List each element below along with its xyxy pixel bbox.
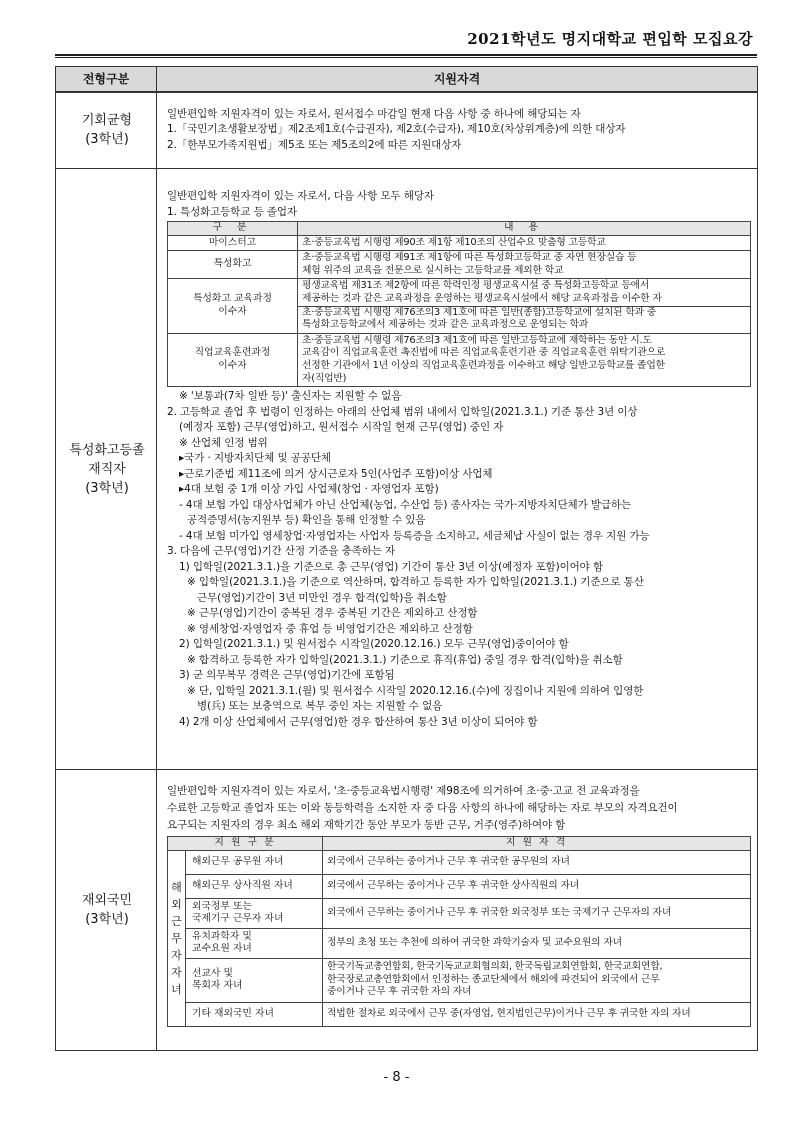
detail-line: ※ 근무(영업)기간이 중복된 경우 중복된 기간은 제외하고 산정함 <box>187 607 478 620</box>
document-title: 2021학년도 명지대학교 편입학 모집요강 <box>467 30 753 48</box>
table-row <box>168 235 751 251</box>
text-line: 1.「국민기초생활보장법」제2조제1호(수급권자), 제2호(수급자), 제10호(차상위계층)에 의한 대상자 <box>167 123 626 135</box>
table-row <box>168 928 751 958</box>
row-opportunity-balance <box>56 92 758 169</box>
detail-line: ※ 합격하고 등록한 자가 입학일(2021.3.1.) 기준으로 휴직(휴업) 중일 경우 합격(입학)을 취소함 <box>187 653 623 666</box>
detail-line: 병(兵) 또는 보충역으로 복무 중인 자는 지원할 수 없음 <box>197 700 443 713</box>
type-cell <box>56 169 157 770</box>
category-label: 목회자 자녀 <box>192 980 243 992</box>
sub-content <box>298 251 751 279</box>
sub-header-content: 내 용 <box>298 222 751 236</box>
content-line: 정부의 초청 또는 추천에 의하여 귀국한 과학기술자 및 교수요원의 자녀 <box>327 936 622 948</box>
sub-content <box>298 279 751 333</box>
type-grade: (3학년) <box>85 912 129 927</box>
sub-header-category: 구 분 <box>168 222 298 236</box>
table-row <box>168 898 751 928</box>
detail-line: (예정자 포함) 근무(영업)하고, 원서접수 시작일 현재 근무(영업) 중인 자 <box>179 421 504 434</box>
vocational-school-table <box>167 221 751 387</box>
sub-category <box>186 898 323 928</box>
table-row <box>168 1002 751 1026</box>
content-line: 자(직업반) <box>302 372 347 384</box>
text-line: 요구되는 지원자의 경우 최소 해외 재학기간 동안 부모가 동반 근무, 거주(영주)하여야 함 <box>167 819 566 831</box>
text-line: 1. 특성화고등학교 등 졸업자 <box>167 205 298 218</box>
content-line: 평생교육법 제31조 제2항에 따른 학력인정 평생교육시설 중 특성화고등학교 등에서 <box>302 280 650 292</box>
table-row <box>168 850 751 874</box>
sub-content <box>323 928 751 958</box>
table-row <box>168 279 751 333</box>
detail-line: 3) 군 의무복무 경력은 근무(영업)기간에 포함됨 <box>179 669 395 682</box>
sub-content <box>323 958 751 1002</box>
admission-qualification-table <box>55 66 758 1051</box>
sub-category <box>186 1002 323 1026</box>
type-name-2: 재직자 <box>88 461 126 477</box>
row-overseas-korean <box>56 770 758 1051</box>
content-line: 중이거나 근무 후 귀국한 자의 자녀 <box>327 986 472 998</box>
detail-line: 3. 다음에 근무(영업)기간 산정 기준을 충족하는 자 <box>167 545 396 558</box>
page-number: - 8 - <box>383 1070 410 1085</box>
category-label: 교수요원 자녀 <box>192 943 252 955</box>
category-label: 마이스터고 <box>208 236 257 248</box>
header-qualification: 지원자격 <box>157 67 758 92</box>
sub-category <box>168 333 298 386</box>
content-line: 특성화고등학교에서 제공하는 것과 같은 교육과정으로 운영되는 학과 <box>302 319 589 331</box>
sub-content <box>298 235 751 251</box>
overseas-qualification-table <box>167 836 751 1027</box>
content-line: 초·중등교육법 시행령 제76조의3 제1호에 따른 일반고등학교에 재학하는 동안 시.도 <box>302 334 652 346</box>
text-line: 2.「한부모가족지원법」제5조 또는 제5조의2에 따른 지원대상자 <box>167 138 462 151</box>
sub-content <box>323 874 751 898</box>
detail-line: 4) 2개 이상 산업체에서 근무(영업)한 경우 합산하여 통산 3년 이상이 되어야 함 <box>179 715 538 728</box>
table-header-row <box>56 67 758 92</box>
content-line: 외국에서 근무하는 중이거나 근무 후 귀국한 공무원의 자녀 <box>327 855 570 867</box>
text-line: 일반편입학 지원자격이 있는 자로서, 다음 사항 모두 해당자 <box>167 190 434 202</box>
sub-header-row <box>168 837 751 851</box>
text-line: 일반편입학 지원자격이 있는 자로서, '초·중등교육법시행령' 제98조에 의거하여 초·중·고교 전 교육과정을 <box>167 785 640 797</box>
detail-line: ▸국가 · 지방자치단체 및 공공단체 <box>179 452 331 465</box>
content-line: 초·중등교육법 시행령 제91조 제1항에 따른 특성화고등학교 중 자연 현장실습 등 <box>302 252 637 264</box>
sub-header-category: 지 원 구 분 <box>168 837 323 851</box>
content-line: 적법한 절차로 외국에서 근무 중(자영업, 현지법인근무)이거나 근무 후 귀국한 자의 자녀 <box>327 1007 691 1019</box>
table-row <box>168 958 751 1002</box>
type-cell <box>56 770 157 1051</box>
title-rule-thin <box>55 57 757 58</box>
qualification-cell <box>157 169 758 770</box>
sub-content <box>323 850 751 874</box>
type-name: 기회균형 <box>81 113 133 129</box>
category-label: 특성화고 교육과정 <box>193 293 272 305</box>
content-line: 외국에서 근무하는 중이거나 근무 후 귀국한 상사직원의 자녀 <box>327 879 580 891</box>
text-line: 일반편입학 지원자격이 있는 자로서, 원서접수 마감일 현재 다음 사항 중 하나에 해당되는 자 <box>167 107 581 120</box>
content-line: 한국기독교총연합회, 한국기독교교회협의회, 한국독립교회연합회, 한국교회연합, <box>327 961 663 973</box>
sub-content <box>323 1002 751 1026</box>
table-row <box>168 874 751 898</box>
category-label: 선교사 및 <box>192 967 233 979</box>
header-type: 전형구분 <box>56 67 157 92</box>
row-vocational-employee <box>56 169 758 770</box>
detail-line: ※ 입학일(2021.3.1.)을 기준으로 역산하며, 합격하고 등록한 자가 입학일(2021.3.1.) 기준으로 통산 <box>187 576 644 589</box>
category-label: 국제기구 근무자 자녀 <box>192 913 284 925</box>
content-line: 교육감이 직업교육훈련 촉진법에 따른 직업교육훈련기관 중 직업교육훈련 위탁기관으로 <box>302 347 666 359</box>
text-line: 수료한 고등학교 졸업자 또는 이와 동등학력을 소지한 자 중 다음 사항의 하나에 해당하는 자로 부모의 자격요건이 <box>167 802 678 814</box>
type-name: 특성화고등졸 <box>69 442 145 458</box>
category-label: 기타 재외국민 자녀 <box>192 1007 274 1019</box>
detail-line: ▸4대 보험 중 1개 이상 가입 사업체(창업 · 자영업자 포함) <box>179 483 439 496</box>
sub-category <box>168 251 298 279</box>
category-label: 해외근무 상사직원 자녀 <box>192 879 293 891</box>
type-name: 재외국민 <box>81 893 133 908</box>
sub-category <box>186 874 323 898</box>
category-label: 이수자 <box>218 359 247 371</box>
detail-line: 1) 입학일(2021.3.1.)을 기준으로 총 근무(영업) 기간이 통산 3년 이상(예정자 포함)이어야 함 <box>179 560 603 573</box>
content-line: 초·중등교육법 시행령 제90조 제1항 제10조의 산업수요 맞춤형 고등학교 <box>302 236 606 248</box>
group-label: 해 외 근 무 자 자 녀 <box>168 850 186 1026</box>
table-row <box>168 251 751 279</box>
title-rule <box>55 54 757 56</box>
detail-line: 2) 입학일(2021.3.1.) 및 원서접수 시작일(2020.12.16.) 모두 근무(영업)중이어야 함 <box>179 638 569 651</box>
content-line: 외국에서 근무하는 중이거나 근무 후 귀국한 외국정부 또는 국제기구 근무자의 자녀 <box>327 906 672 918</box>
qualification-cell <box>157 92 758 169</box>
qualification-details <box>167 389 751 730</box>
content-line: 한국장로교총연합회에서 인정하는 종교단체에서 해외에 파견되어 외국에서 근무 <box>327 973 660 985</box>
sub-category <box>168 235 298 251</box>
type-cell <box>56 92 157 169</box>
category-label: 이수자 <box>218 306 247 318</box>
detail-line: - 4대 보험 가입 대상사업체가 아닌 산업체(농업, 수산업 등) 종사자는 국가·지방자치단체가 발급하는 <box>179 498 632 511</box>
sub-header-row <box>168 222 751 236</box>
type-grade: (3학년) <box>85 132 129 148</box>
content-line: 체험 위주의 교육을 전문으로 실시하는 고등학교를 제외한 학교 <box>302 264 564 276</box>
sub-category <box>186 958 323 1002</box>
detail-line: ※ 단, 입학일 2021.3.1.(월) 및 원서접수 시작일 2020.12.16.(수)에 징집이나 지원에 의하여 입영한 <box>187 684 644 697</box>
content-line: 제공하는 것과 같은 교육과정을 운영하는 평생교육시설에서 해당 교육과정을 이수한 자 <box>298 293 750 307</box>
detail-line: 근무(영업)기간이 3년 미만인 경우 합격(입학)을 취소함 <box>197 591 447 604</box>
content-line: 초·중등교육법 시행령 제76조의3 제1호에 따른 일반(종합)고등학교에 설치된 학과 중 <box>302 306 657 318</box>
sub-content <box>298 333 751 386</box>
detail-line: ▸근로기준법 제11조에 의거 상시근로자 5인(사업주 포함)이상 사업체 <box>179 467 493 480</box>
category-label: 유치과학자 및 <box>192 930 252 942</box>
type-grade: (3학년) <box>85 480 129 496</box>
sub-header-content: 지 원 자 격 <box>323 837 751 851</box>
table-row <box>168 333 751 386</box>
category-label: 특성화고 <box>213 258 252 270</box>
sub-content <box>323 898 751 928</box>
detail-line: 2. 고등학교 졸업 후 법령이 인정하는 아래의 산업체 범위 내에서 입학일(2021.3.1.) 기준 통산 3년 이상 <box>167 405 638 418</box>
category-label: 직업교육훈련과정 <box>194 347 271 359</box>
sub-category <box>186 928 323 958</box>
qualification-cell <box>157 770 758 1051</box>
category-label: 해외근무 공무원 자녀 <box>192 855 284 867</box>
sub-category <box>168 279 298 333</box>
detail-line: ※ '보통과(7차 일반 등)' 출신자는 지원할 수 없음 <box>179 390 402 403</box>
detail-line: ※ 산업체 인정 범위 <box>179 436 268 449</box>
sub-category <box>186 850 323 874</box>
detail-line: ※ 영세창업·자영업자 중 휴업 등 비영업기간은 제외하고 산정함 <box>187 622 473 635</box>
detail-line: 공적증명서(농지원부 등) 확인을 통해 인정할 수 있음 <box>187 514 426 527</box>
detail-line: - 4대 보험 미가입 영세창업·자영업자는 사업자 등록증을 소지하고, 세금체납 사실이 없는 경우 지원 가능 <box>179 529 650 542</box>
content-line: 선정한 기관에서 1년 이상의 직업교육훈련과정을 이수하고 해당 일반고등학교를 졸업한 <box>302 359 665 371</box>
category-label: 외국정부 또는 <box>192 900 252 912</box>
